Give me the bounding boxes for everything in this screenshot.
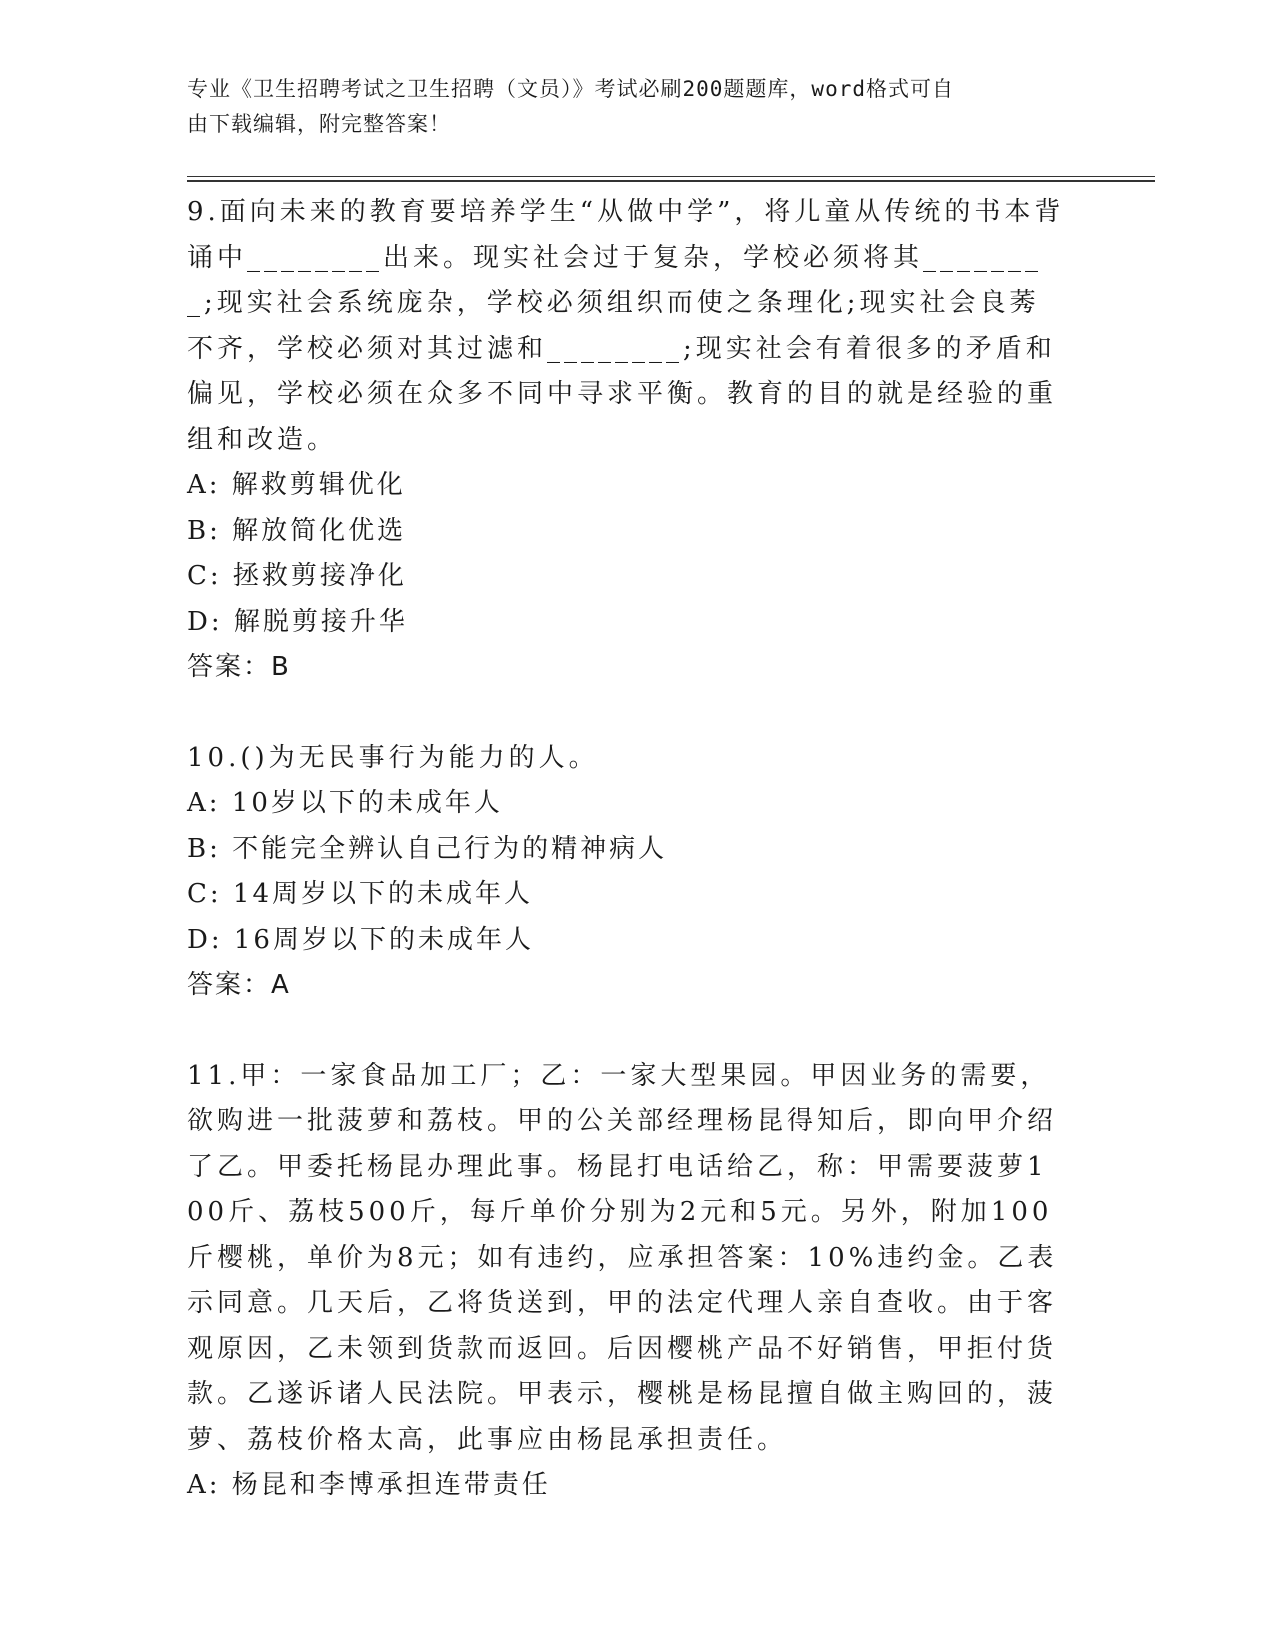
header-line-2: 由下载编辑，附完整答案！ bbox=[187, 112, 451, 136]
question-stem: 9.面向未来的教育要培养学生“从做中学”，将儿童从传统的书本背诵中________出来。现实社会过于复杂，学校必须将其________;现实社会系统庞杂，学校必须组织而使之条理化;现实社会良莠不齐，学校必须对其过滤和________;现实社会有着很多的矛盾和偏见，学校必须在众多不同中寻求平衡。教育的目的就是经验的重组和改造。 bbox=[187, 197, 1065, 455]
option-a: A: 10岁以下的未成年人 bbox=[187, 788, 503, 818]
document-header bbox=[187, 72, 1087, 142]
question-9 bbox=[187, 190, 1067, 691]
question-spacer bbox=[187, 1009, 1067, 1054]
header-line-1: 专业《卫生招聘考试之卫生招聘（文员）》考试必刷200题题库，word格式可自 bbox=[187, 77, 954, 101]
option-d: D: 解脱剪接升华 bbox=[187, 606, 408, 637]
option-a: A: 解救剪辑优化 bbox=[187, 470, 406, 500]
question-10 bbox=[187, 736, 1067, 1009]
answer-line: 答案：B bbox=[187, 652, 291, 682]
header-divider-thick bbox=[187, 180, 1155, 182]
option-b: B: 解放简化优选 bbox=[187, 515, 407, 546]
option-c: C: 拯救剪接净化 bbox=[187, 561, 407, 591]
option-a: A: 杨昆和李博承担连带责任 bbox=[187, 1470, 551, 1500]
question-stem: 11.甲：一家食品加工厂；乙：一家大型果园。甲因业务的需要，欲购进一批菠萝和荔枝。甲的公关部经理杨昆得知后，即向甲介绍了乙。甲委托杨昆办理此事。杨昆打电话给乙，称：甲需要菠萝100斤、荔枝500斤，每斤单价分别为2元和5元。另外，附加100斤樱桃，单价为8元；如有违约，应承担答案：10%违约金。乙表示同意。几天后，乙将货送到，甲的法定代理人亲自查收。由于客观原因，乙未领到货款而返回。后因樱桃产品不好销售，甲拒付货款。乙遂诉诸人民法院。甲表示，樱桃是杨昆擅自做主购回的，菠萝、荔枝价格太高，此事应由杨昆承担责任。 bbox=[187, 1060, 1058, 1455]
question-11 bbox=[187, 1054, 1067, 1509]
header-divider-thin bbox=[187, 176, 1155, 177]
question-list bbox=[187, 190, 1067, 1509]
answer-line: 答案：A bbox=[187, 970, 291, 1000]
question-spacer bbox=[187, 691, 1067, 736]
option-c: C: 14周岁以下的未成年人 bbox=[187, 879, 534, 909]
question-stem: 10.()为无民事行为能力的人。 bbox=[187, 742, 599, 773]
option-d: D: 16周岁以下的未成年人 bbox=[187, 924, 534, 955]
option-b: B: 不能完全辨认自己行为的精神病人 bbox=[187, 833, 668, 864]
